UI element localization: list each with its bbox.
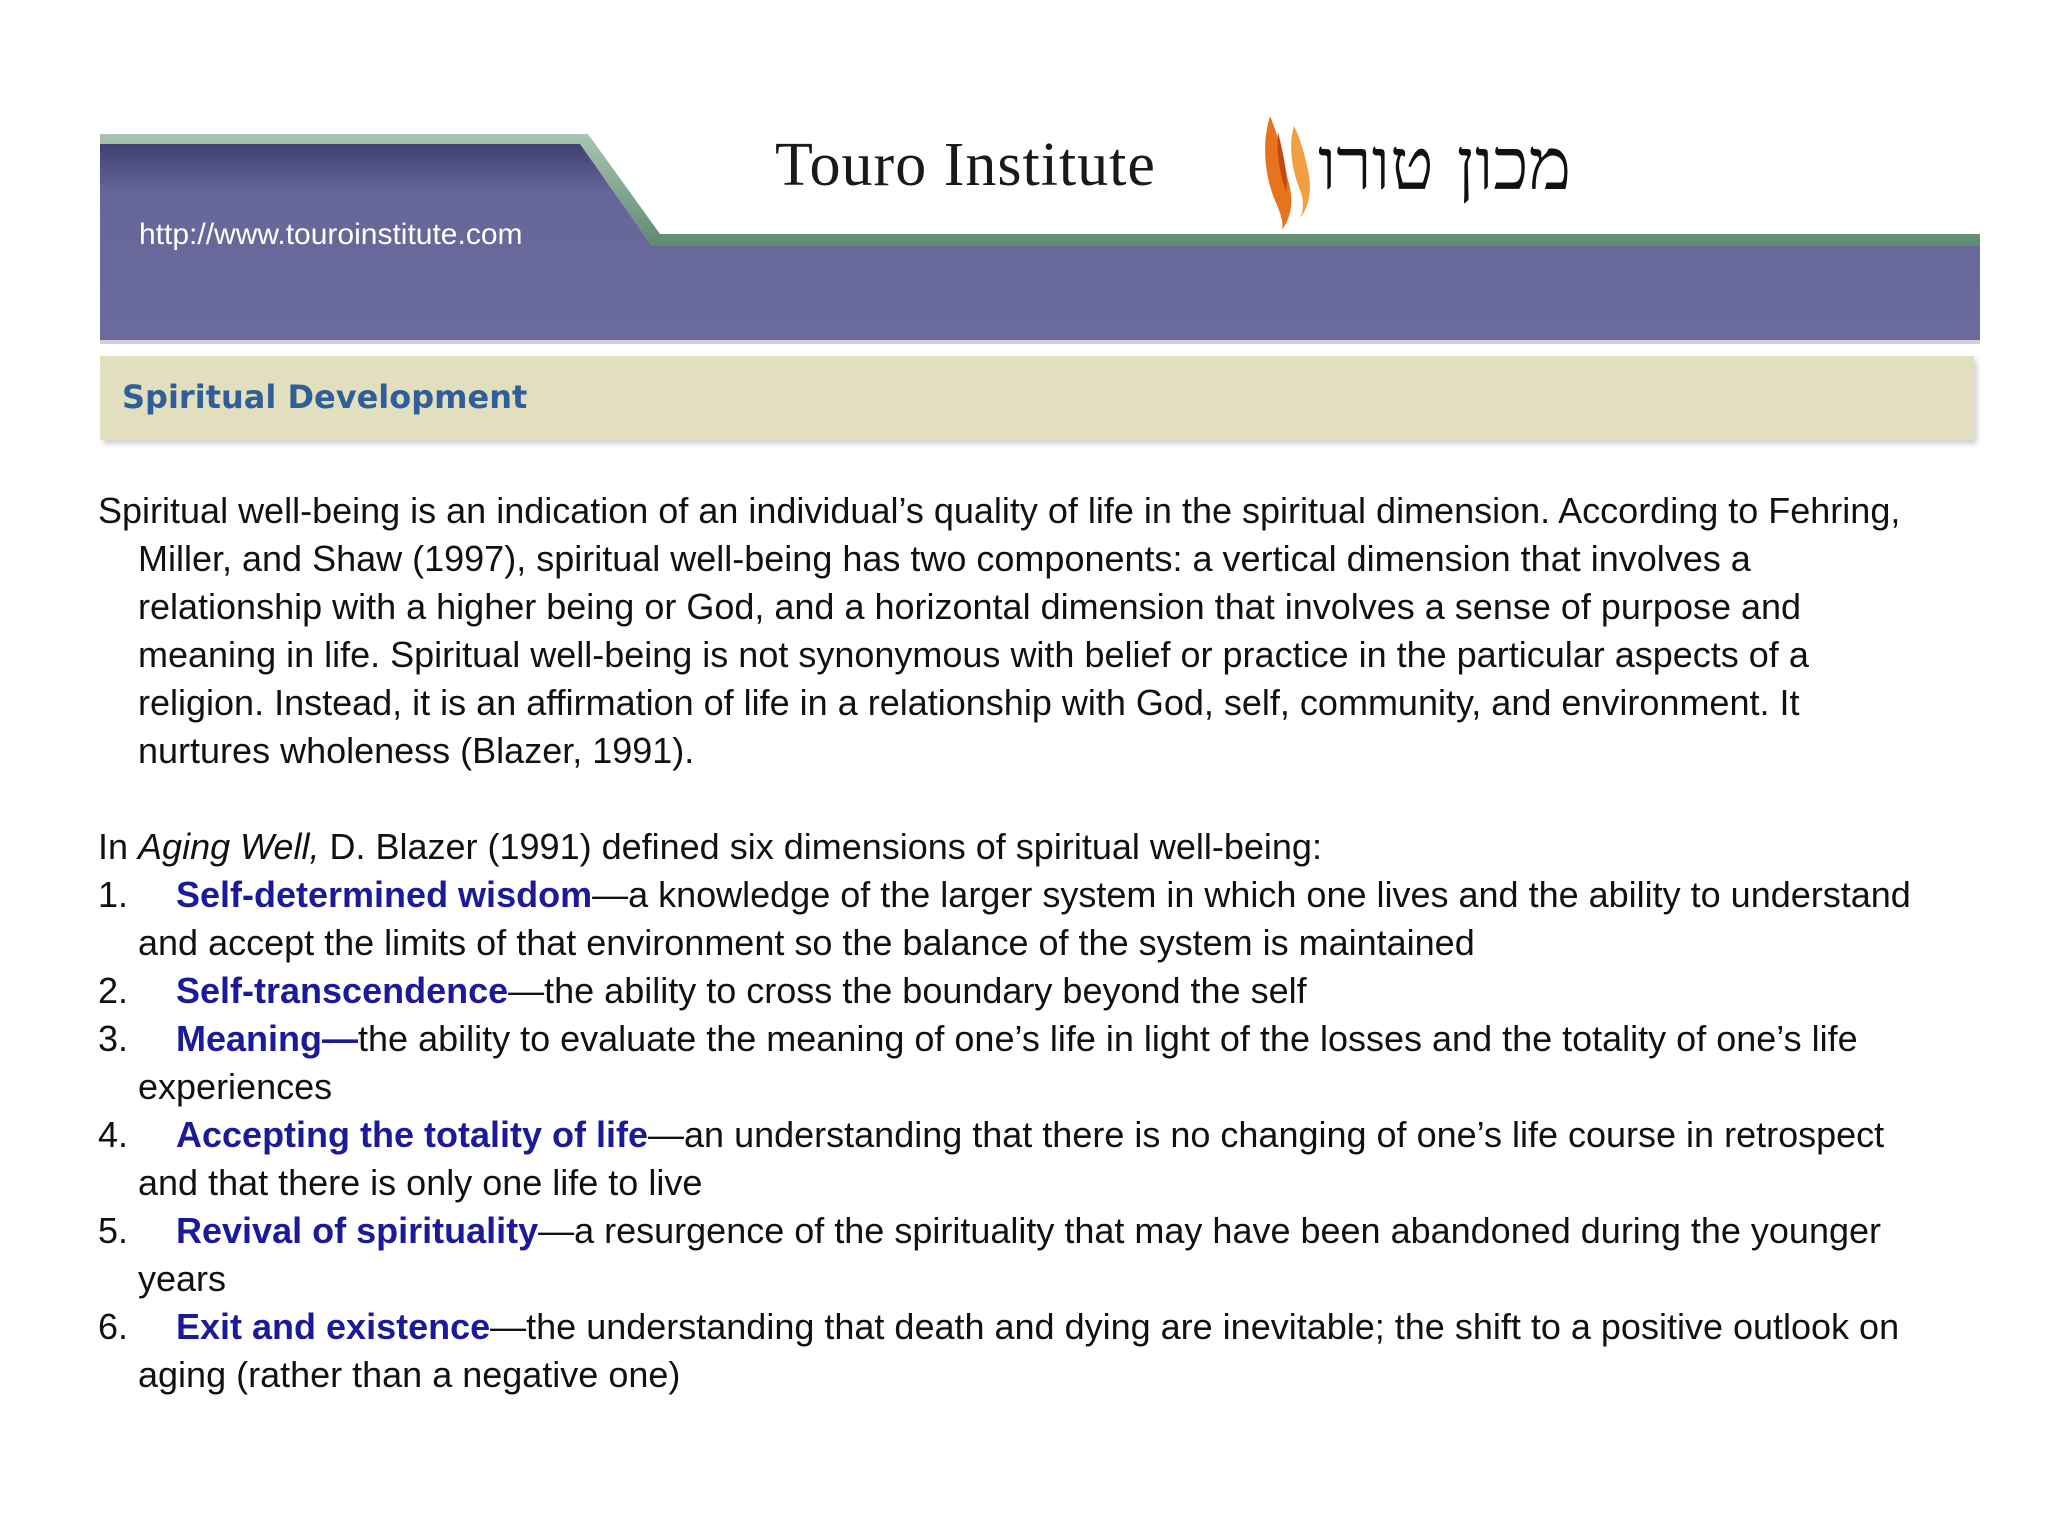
item-term: Revival of spirituality (176, 1210, 539, 1251)
dimensions-list (98, 871, 1928, 1399)
item-number: 2. (98, 970, 129, 1011)
item-number: 4. (98, 1114, 129, 1155)
item-number: 1. (98, 874, 129, 915)
item-description: the ability to evaluate the meaning of one’s life in light of the losses and the totality of one’s life experiences (138, 1018, 1858, 1107)
item-description: —the understanding that death and dying are inevitable; the shift to a positive outlook on aging (rather than a negative one) (138, 1306, 1900, 1395)
logo-hebrew-text: מכון טורו (1318, 122, 1572, 206)
section-title: Spiritual Development (122, 378, 528, 416)
list-item (98, 1111, 1928, 1207)
item-number: 6. (98, 1306, 129, 1347)
item-description: —a resurgence of the spirituality that may have been abandoned during the younger years (138, 1210, 1881, 1299)
item-term: Meaning— (176, 1018, 359, 1059)
section-header-bar (100, 356, 1974, 440)
list-item (98, 1207, 1928, 1303)
item-description: —an understanding that there is no changing of one’s life course in retrospect and that there is only one life to live (138, 1114, 1885, 1203)
list-item (98, 1015, 1928, 1111)
item-term: Self-determined wisdom (176, 874, 593, 915)
lead-rest: D. Blazer (1991) defined six dimensions of spiritual well-being: (319, 826, 1322, 867)
item-term: Self-transcendence (176, 970, 509, 1011)
website-url[interactable]: http://www.touroinstitute.com (139, 218, 523, 251)
book-title: Aging Well, (138, 826, 320, 867)
item-description: —the ability to cross the boundary beyond the self (508, 970, 1307, 1011)
main-content (98, 487, 1928, 1399)
item-number: 3. (98, 1018, 129, 1059)
item-number: 5. (98, 1210, 129, 1251)
logo-english-text: Touro Institute (775, 131, 1156, 199)
item-term: Exit and existence (176, 1306, 491, 1347)
item-term: Accepting the totality of life (176, 1114, 649, 1155)
list-item (98, 967, 1928, 1015)
flame-logo-icon (1258, 112, 1314, 230)
lead-prefix: In (98, 826, 139, 867)
paragraph-spacer (98, 775, 1928, 823)
lead-sentence (98, 823, 1928, 871)
list-item (98, 1303, 1928, 1399)
intro-paragraph: Spiritual well-being is an indication of an individual’s quality of life in the spiritual dimension. According to Fehring, Miller, and Shaw (1997), spiritual well-being has two components: a vertical dimension that involves a relationship with a higher being or God, and a horizontal dimension that involves a sense of purpose and meaning in life. Spiritual well-being is not synonymous with belief or practice in the particular aspects of a religion. Instead, it is an affirmation of life in a relationship with God, self, community, and environment. It nurtures wholeness (Blazer, 1991). (98, 490, 1901, 771)
item-description: —a knowledge of the larger system in which one lives and the ability to understand and accept the limits of that environment so the balance of the system is maintained (138, 874, 1911, 963)
list-item (98, 871, 1928, 967)
